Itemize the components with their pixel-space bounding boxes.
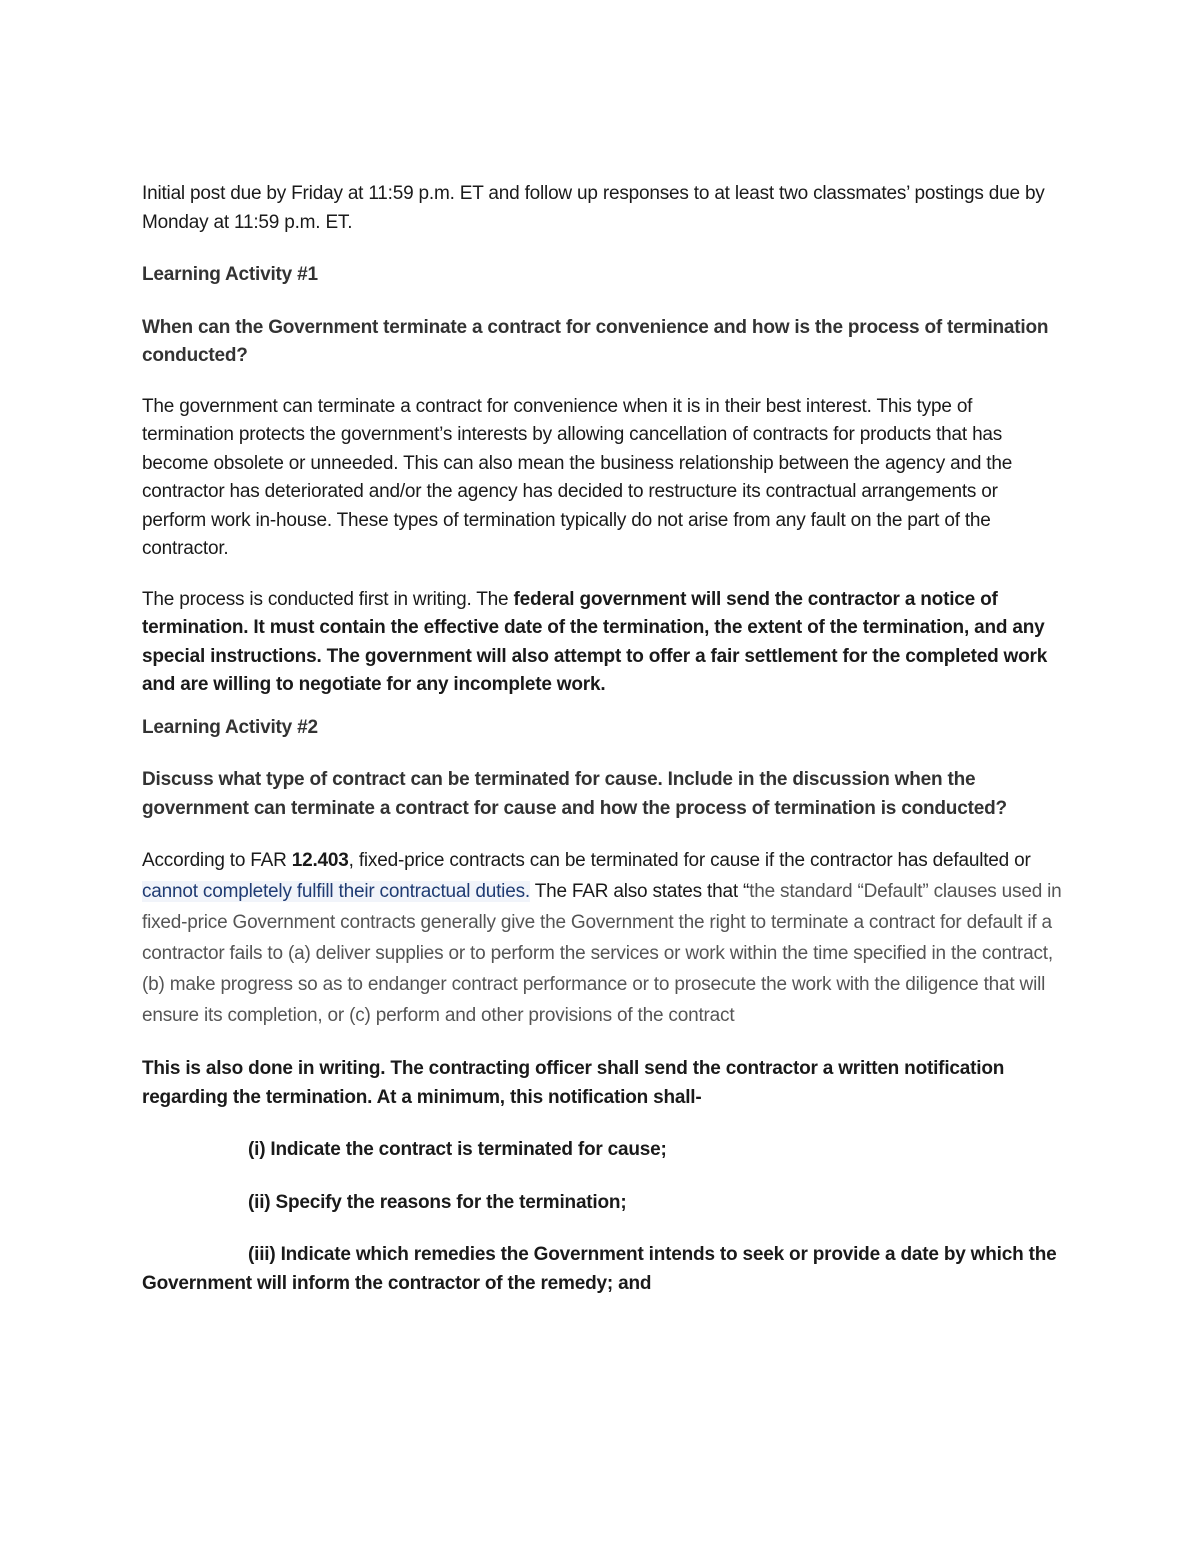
far-quote-text: the standard “Default” clauses used in fixed-price Government contracts generally give the Government the right to terminate a contract for default if a contractor fails to (a) deliver supplies or to perform the services or work within the time specified in the contract, (b) make progress so as to endanger contract performance or to prosecute the work with the diligence that will ensure its completion, or (c) perform and other provisions of the contract [142,881,1062,1026]
activity1-answer-convenience: The government can terminate a contract for convenience when it is in their best interest. This type of termination protects the government’s interests by allowing cancellation of contracts for products that has become obsolete or unneeded. This can also mean the business relationship between the agency and the contractor has deteriorated and/or the agency has decided to restructure its contractual arrangements or perform work in-house. These types of termination typically do not arise from any fault on the part of the contractor. [142,395,1013,559]
activity1-answer-process [142,586,1062,700]
item-iii-text: (iii) Indicate which remedies the Government intends to seek or provide a date by which the Government will inform the contractor of the remedy; and [142,1244,1057,1294]
far-lead-in-text: The FAR also states that “ [529,881,750,902]
activity2-question: Discuss what type of contract can be terminated for cause. Include in the discussion when the government can terminate a contract for cause and how the process of termination is conducted? [142,769,1007,819]
far-reference: 12.403 [291,850,349,871]
activity2-written-notice: This is also done in writing. The contracting officer shall send the contractor a written notification regarding the termination. At a minimum, this notification shall- [142,1058,1005,1108]
document-page [142,180,1062,1298]
activity1-heading: Learning Activity #1 [142,264,318,285]
notification-item-ii: (ii) Specify the reasons for the termination; [248,1191,627,1213]
process-intro-text: The process is conducted first in writing. The [142,588,514,610]
notification-item-i: (i) Indicate the contract is terminated for cause; [248,1139,667,1160]
far-intro-text: According to FAR [142,850,292,871]
far-body-text: , fixed-price contracts can be terminated for cause if the contractor has defaulted or [348,850,1031,871]
far-highlight-link[interactable]: cannot completely fulfill their contractual duties. [142,881,530,902]
activity2-heading: Learning Activity #2 [142,716,318,738]
intro-text: Initial post due by Friday at 11:59 p.m. ET and follow up responses to at least two classmates’ postings due by Monday at 11:59 p.m. ET. [142,183,1045,233]
process-detail-text: federal government will send the contractor a notice of termination. It must contain the effective date of the termination, the extent of the termination, and any special instructions. The government will also attempt to offer a fair settlement for the completed work and are willing to negotiate for any incomplete work. [142,588,1048,695]
notification-item-iii [142,1241,1062,1298]
activity1-question: When can the Government terminate a contract for convenience and how is the process of termination conducted? [142,316,1049,366]
activity2-far-paragraph [142,845,1062,1031]
